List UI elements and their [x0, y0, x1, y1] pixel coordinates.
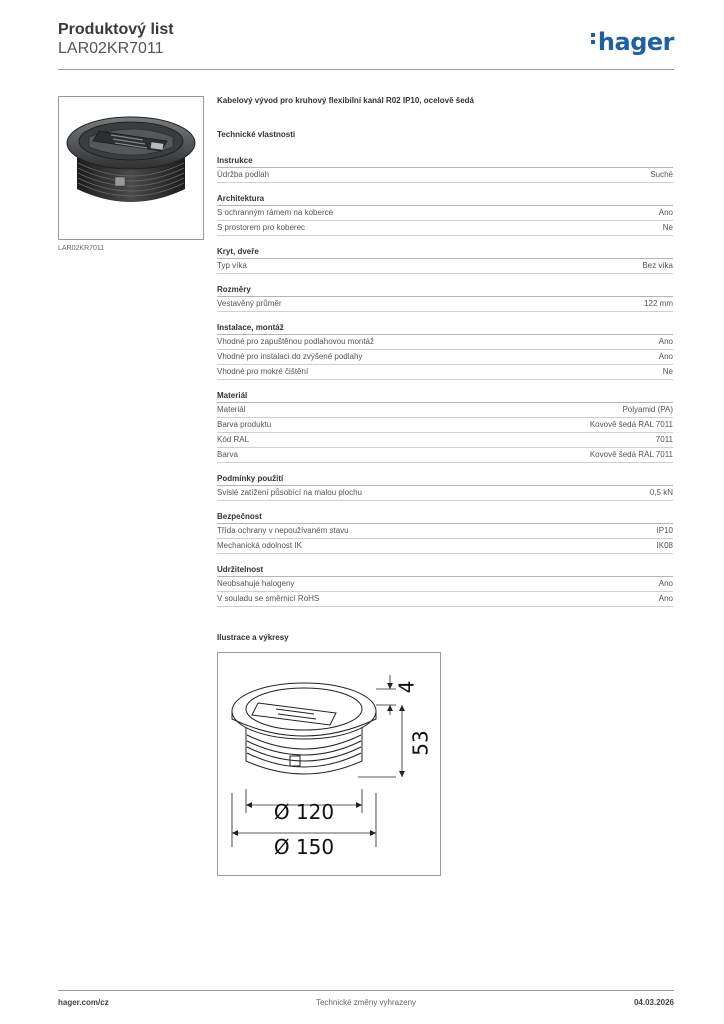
spec-value: Ano	[658, 208, 673, 217]
spec-row	[217, 168, 673, 183]
spec-label: Barva produktu	[217, 420, 272, 429]
spec-group	[217, 155, 673, 183]
spec-row	[217, 403, 673, 418]
spec-label: Typ víka	[217, 261, 247, 270]
spec-row	[217, 365, 673, 380]
product-photo-caption: LAR02KR7011	[58, 245, 105, 252]
spec-row	[217, 335, 673, 350]
technical-drawing	[217, 652, 441, 876]
spec-label: Svislé zatížení působící na malou plochu	[217, 488, 362, 497]
dim-height-top-label: 4	[394, 680, 419, 694]
spec-label: Materiál	[217, 405, 246, 414]
spec-row	[217, 433, 673, 448]
spec-value: Ano	[658, 337, 673, 346]
spec-row	[217, 539, 673, 554]
spec-group-title: Materiál	[217, 390, 673, 403]
spec-group-title: Kryt, dveře	[217, 246, 673, 259]
floor-outlet-photo-icon	[59, 97, 203, 239]
document-title: Produktový list	[58, 21, 174, 38]
specification-content	[217, 96, 673, 617]
spec-value: Polyamid (PA)	[622, 405, 673, 414]
spec-value: Ne	[662, 367, 673, 376]
logo-text: hager	[597, 28, 674, 56]
product-photo	[58, 96, 204, 240]
spec-row	[217, 418, 673, 433]
footer-website-link[interactable]: hager.com/cz	[58, 998, 109, 1007]
spec-value: 0,5 kN	[649, 488, 673, 497]
spec-group-title: Instrukce	[217, 155, 673, 168]
illustration-heading: Ilustrace a výkresy	[217, 633, 289, 642]
spec-group-title: Podmínky použití	[217, 473, 673, 486]
footer-date: 04.03.2026	[633, 998, 674, 1007]
spec-value: Ano	[658, 579, 673, 588]
spec-label: Vhodné pro mokré čištění	[217, 367, 309, 376]
product-code: LAR02KR7011	[58, 40, 164, 57]
header-divider	[58, 69, 674, 70]
spec-label: Údržba podlah	[217, 170, 270, 179]
spec-group	[217, 564, 673, 607]
spec-row	[217, 221, 673, 236]
spec-label: Vestavěný průměr	[217, 299, 282, 308]
spec-label: Barva	[217, 450, 238, 459]
spec-row	[217, 297, 673, 312]
spec-value: Ano	[658, 594, 673, 603]
spec-value: Suché	[650, 170, 673, 179]
hager-logo	[591, 28, 674, 56]
spec-row	[217, 486, 673, 501]
spec-group-title: Rozměry	[217, 284, 673, 297]
spec-label: Vhodné pro instalaci do zvýšené podlahy	[217, 352, 363, 361]
spec-value: Kovově šedá RAL 7011	[589, 450, 673, 459]
spec-value: IK08	[656, 541, 673, 550]
footer-notice: Technické změny vyhrazeny	[315, 998, 417, 1007]
footer-divider	[58, 990, 674, 991]
product-description: Kabelový vývod pro kruhový flexibilní kanál R02 IP10, ocelově šedá	[217, 96, 474, 105]
spec-row	[217, 259, 673, 274]
spec-group	[217, 511, 673, 554]
spec-groups	[217, 155, 673, 607]
spec-label: Mechanická odolnost IK	[217, 541, 302, 550]
spec-label: S ochranným rámem na koberce	[217, 208, 334, 217]
dim-diameter-outer-label: Ø 150	[273, 835, 335, 859]
spec-value: 7011	[655, 435, 673, 444]
spec-group	[217, 390, 673, 463]
spec-value: 122 mm	[644, 299, 673, 308]
spec-group	[217, 284, 673, 312]
spec-label: V souladu se směrnicí RoHS	[217, 594, 320, 603]
spec-group	[217, 193, 673, 236]
logo-dots-icon	[591, 33, 596, 47]
spec-value: Bez víka	[642, 261, 673, 270]
page-header	[58, 20, 674, 70]
spec-value: Ano	[658, 352, 673, 361]
spec-label: Třída ochrany v nepoužívaném stavu	[217, 526, 349, 535]
section-heading: Technické vlastnosti	[217, 130, 296, 139]
spec-row	[217, 350, 673, 365]
spec-value: Kovově šedá RAL 7011	[589, 420, 673, 429]
spec-row	[217, 448, 673, 463]
spec-value: Ne	[662, 223, 673, 232]
spec-group-title: Udržitelnost	[217, 564, 673, 577]
dim-diameter-inner-label: Ø 120	[273, 800, 335, 824]
spec-label: Vhodné pro zapuštěnou podlahovou montáž	[217, 337, 375, 346]
spec-label: Kód RAL	[217, 435, 250, 444]
spec-value: IP10	[656, 526, 673, 535]
dim-height-label: 53	[408, 730, 433, 756]
spec-row	[217, 577, 673, 592]
spec-group-title: Instalace, montáž	[217, 322, 673, 335]
dimension-drawing-icon	[218, 653, 440, 875]
spec-row	[217, 206, 673, 221]
spec-row	[217, 524, 673, 539]
spec-group-title: Architektura	[217, 193, 673, 206]
spec-group-title: Bezpečnost	[217, 511, 673, 524]
spec-label: Neobsahuje halogeny	[217, 579, 295, 588]
spec-group	[217, 473, 673, 501]
spec-label: S prostorem pro koberec	[217, 223, 306, 232]
spec-group	[217, 246, 673, 274]
spec-group	[217, 322, 673, 380]
spec-row	[217, 592, 673, 607]
